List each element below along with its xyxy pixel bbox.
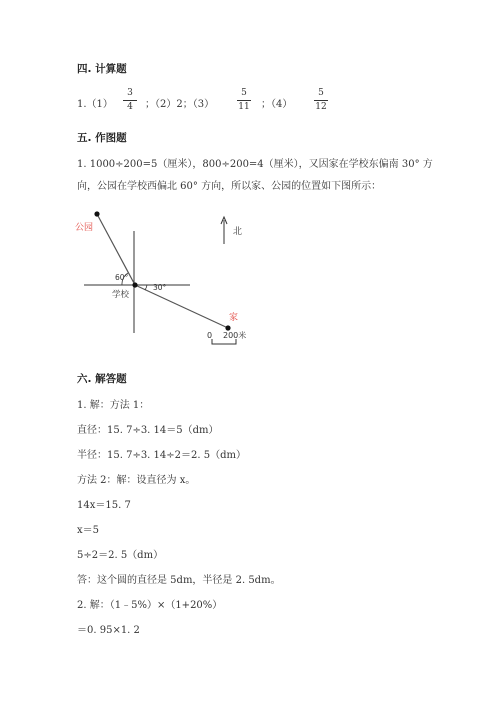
section5-line-1: 1. 1000÷200=5（厘米），800÷200=4（厘米），又因家在学校东偏南 30° 方	[77, 159, 433, 170]
answer-line: 2. 解：（1﹣5%）×（1+20%）	[77, 600, 223, 611]
q1-separator-2: ；（4）	[261, 99, 293, 110]
answer-line: 直径：15. 7÷3. 14＝5（dm）	[77, 425, 219, 436]
scale-label: 200米	[223, 331, 247, 340]
fraction-denominator: 12	[315, 102, 327, 112]
home-ray	[135, 285, 228, 328]
answer-line: 答：这个圆的直径是 5dm，半径是 2. 5dm。	[77, 575, 281, 586]
park-label: 公园	[75, 223, 94, 233]
fraction-numerator: 3	[127, 88, 133, 98]
answer-line: 方法 2：解：设直径为 x。	[77, 475, 196, 486]
angle-30-label: 30°	[153, 283, 167, 292]
answer-line: 5÷2＝2. 5（dm）	[77, 550, 164, 561]
home-point	[225, 325, 230, 330]
answer-line: 14x＝15. 7	[77, 500, 131, 511]
fraction-denominator: 11	[238, 102, 250, 112]
section4-heading: 四. 计算题	[77, 63, 127, 75]
answer-line: x＝5	[77, 525, 100, 536]
q1-separator-1: ；（2）2；（3）	[145, 99, 215, 110]
q1-label: 1.（1）	[77, 99, 113, 110]
section5-line-2: 向，公园在学校西偏北 60° 方向，所以家、公园的位置如下图所示：	[77, 181, 382, 192]
answer-line: 1. 解：方法 1：	[77, 400, 150, 411]
school-label: 学校	[112, 290, 130, 300]
angle-60-label: 60°	[115, 273, 129, 282]
answer-line: 半径：15. 7÷3. 14÷2＝2. 5（dm）	[77, 450, 246, 461]
scale-zero-label: 0	[207, 331, 213, 340]
fraction-numerator: 5	[241, 88, 247, 98]
section6-heading: 六. 解答题	[77, 373, 127, 385]
fraction-numerator: 5	[318, 88, 324, 98]
park-point	[94, 211, 99, 216]
section5-heading: 五. 作图题	[77, 132, 127, 144]
angle-30-arc	[145, 285, 147, 290]
school-point	[132, 282, 137, 287]
fraction-denominator: 4	[127, 102, 133, 112]
north-label: 北	[233, 227, 243, 237]
answer-line: ＝0. 95×1. 2	[77, 625, 140, 636]
home-label: 家	[229, 313, 239, 323]
